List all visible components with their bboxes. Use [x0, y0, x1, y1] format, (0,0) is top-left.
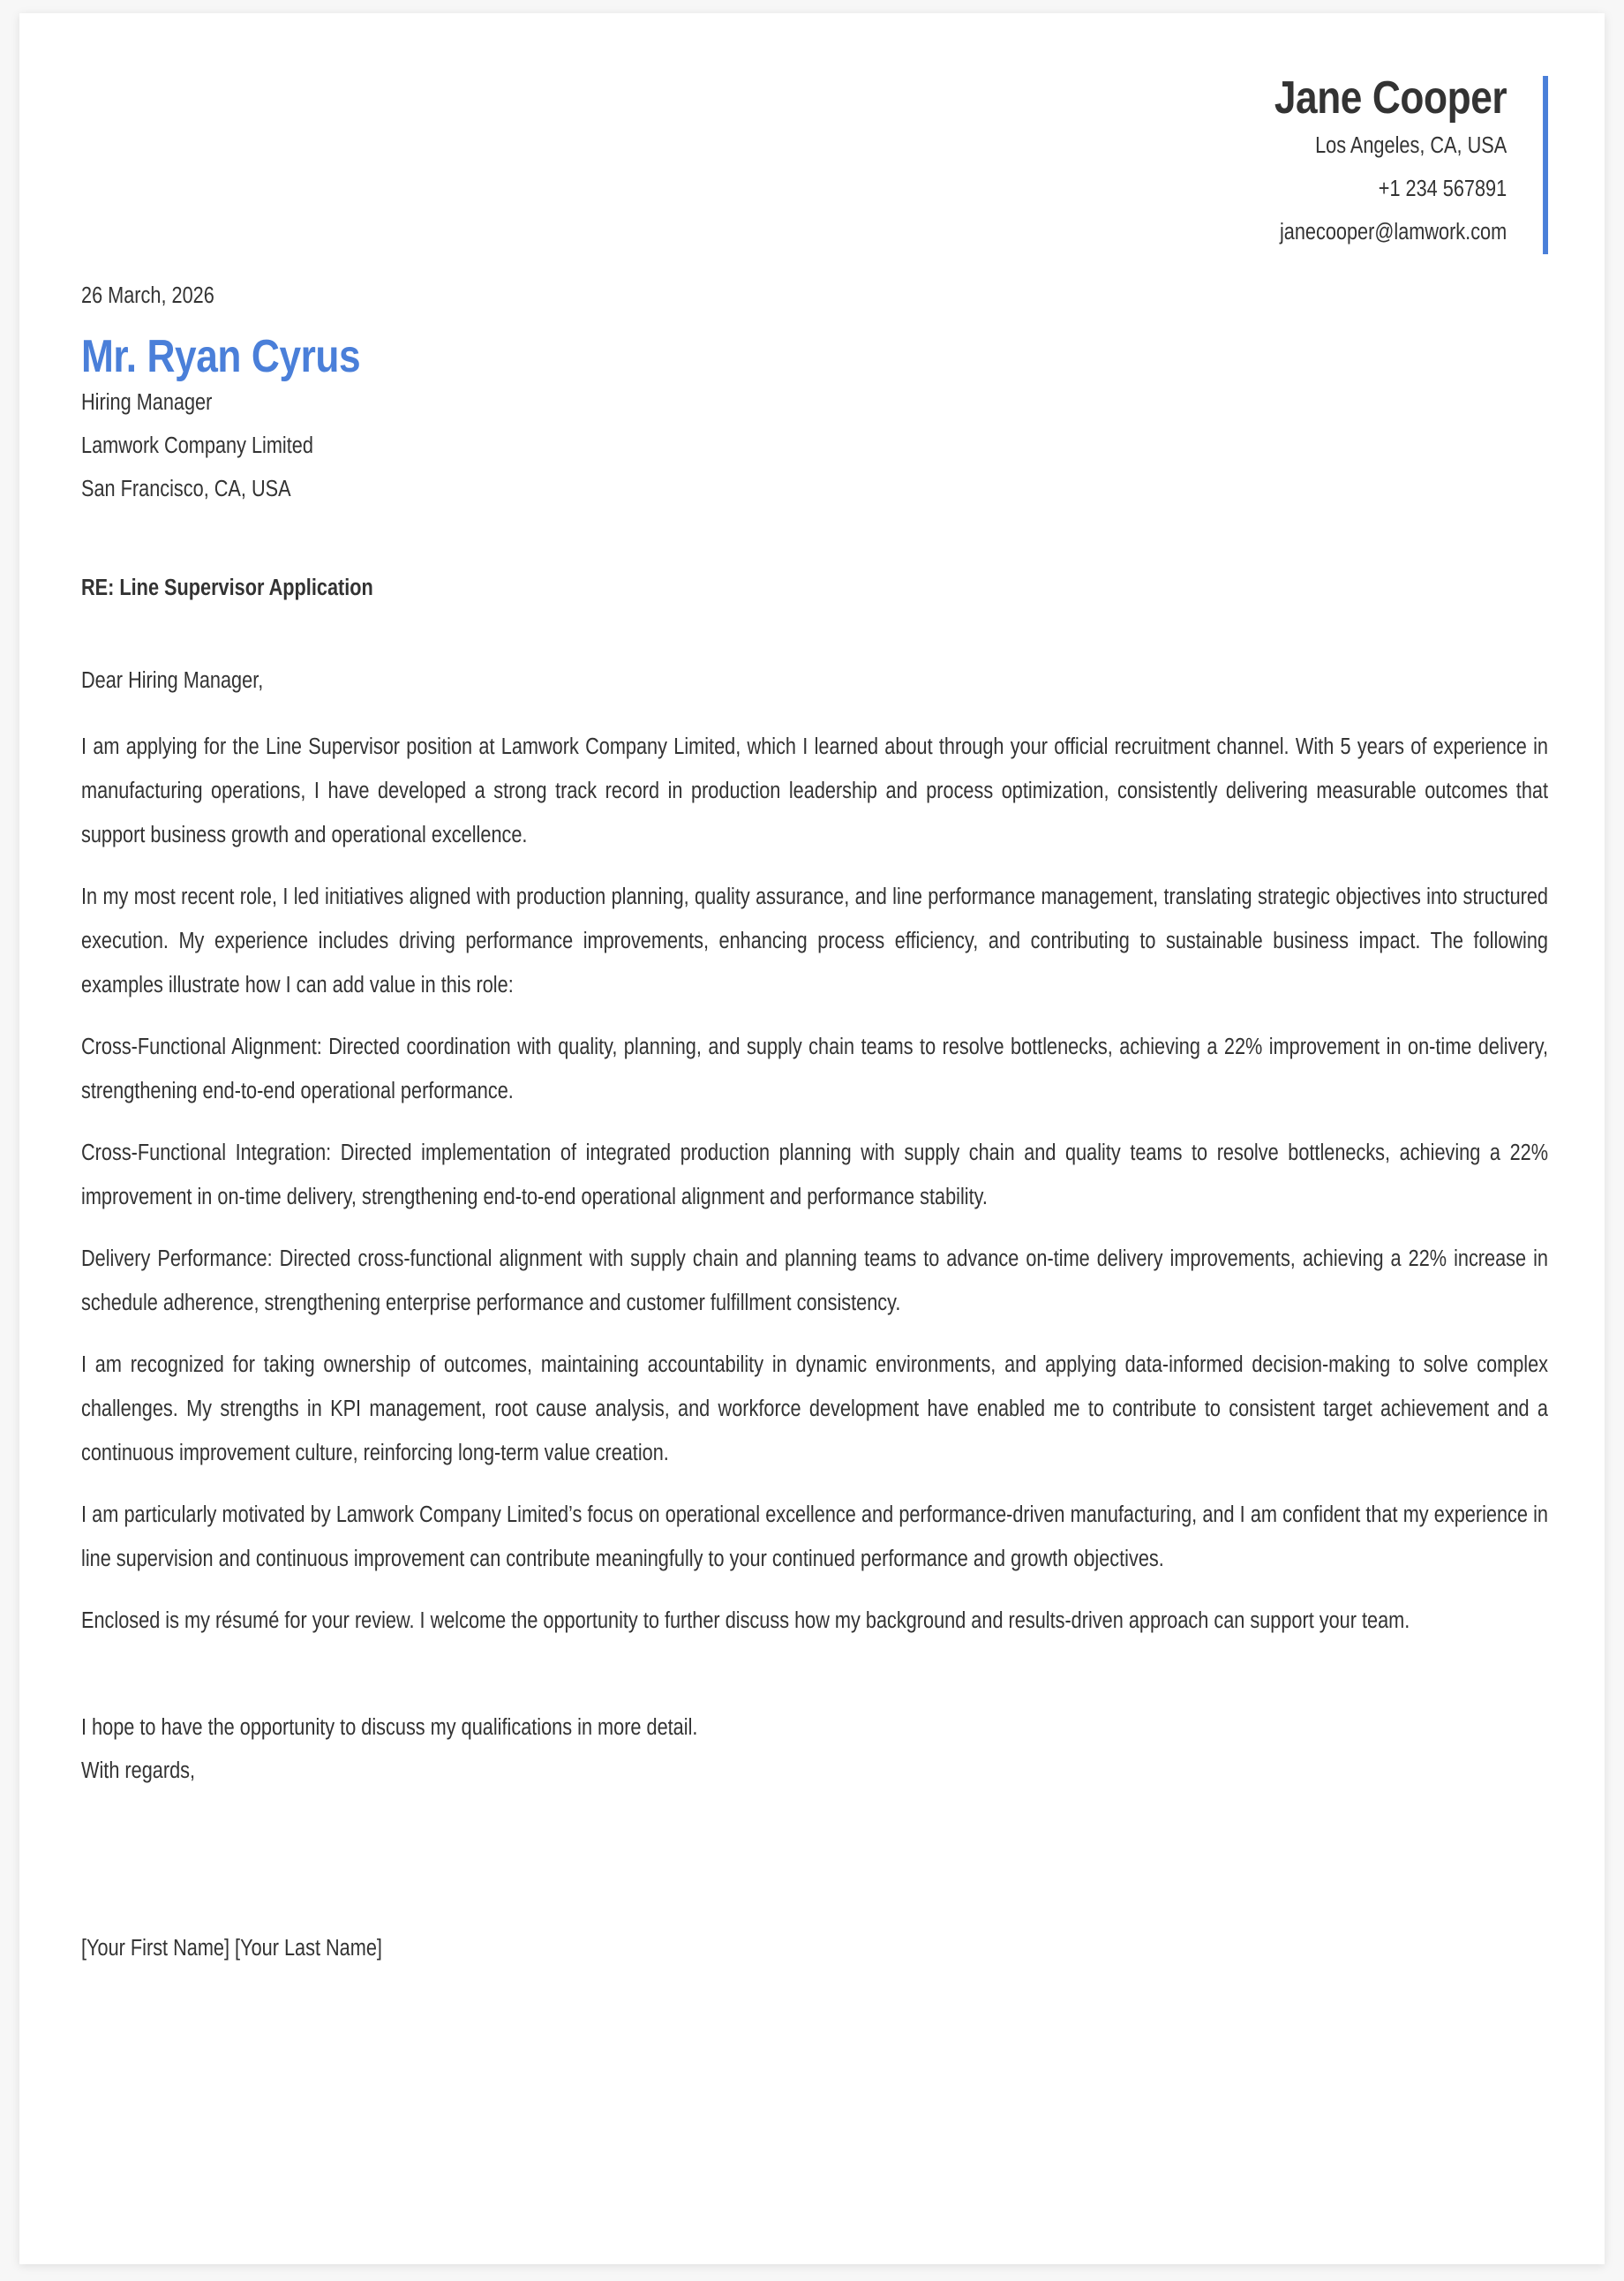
salutation: Dear Hiring Manager, — [81, 668, 264, 693]
recipient-name: Mr. Ryan Cyrus — [81, 331, 361, 382]
sender-header — [81, 72, 1548, 254]
sender-name: Jane Cooper — [1274, 72, 1507, 124]
recipient-company: Lamwork Company Limited — [81, 433, 313, 458]
body-paragraph: Delivery Performance: Directed cross-functional alignment with supply chain and planning teams to advance on-time delivery improvements, achieving a 22% increase in schedule adherence, strengthening enterprise performance and customer fulfillment consistency. — [81, 1246, 1549, 1315]
letter-content — [81, 0, 1548, 1970]
body-paragraph: I am applying for the Line Supervisor position at Lamwork Company Limited, which I learned about through your official recruitment channel. With 5 years of experience in manufacturing operations, I have developed a strong track record in production leadership and process optimization, consistently delivering measurable outcomes that support business growth and operational excellence. — [81, 734, 1549, 847]
recipient-location: San Francisco, CA, USA — [81, 477, 291, 501]
sender-contact — [81, 124, 1507, 254]
body-paragraph: I am particularly motivated by Lamwork Company Limited’s focus on operational excellence and performance-driven manufacturing, and I am confident that my experience in line supervision and continuous improvement can contribute meaningfully to your continued performance and growth objectives. — [81, 1502, 1549, 1571]
closing-line: I hope to have the opportunity to discuss my qualifications in more detail. — [81, 1715, 698, 1740]
recipient-title: Hiring Manager — [81, 390, 213, 415]
letter-date: 26 March, 2026 — [81, 283, 214, 308]
body-paragraph: In my most recent role, I led initiatives aligned with production planning, quality assurance, and line performance management, translating strategic objectives into structured execution. My experience includes driving performance improvements, enhancing process efficiency, and contributing to sustainable business impact. The following examples illustrate how I can add value in this role: — [81, 885, 1549, 997]
signoff: With regards, — [81, 1758, 196, 1783]
signature-name: [Your First Name] [Your Last Name] — [81, 1936, 382, 1961]
body-paragraph: Cross-Functional Integration: Directed implementation of integrated production planning with supply chain and quality teams to resolve bottlenecks, achieving a 22% improvement in on-time delivery, strengthening end-to-end operational alignment and performance stability. — [81, 1140, 1549, 1209]
sender-phone: +1 234 567891 — [1378, 177, 1507, 201]
sender-location: Los Angeles, CA, USA — [1315, 133, 1507, 158]
body-paragraph: Cross-Functional Alignment: Directed coordination with quality, planning, and supply chain teams to resolve bottlenecks, achieving a 22% improvement in on-time delivery, strengthening end-to-end operational performance. — [81, 1035, 1549, 1103]
body-paragraph: Enclosed is my résumé for your review. I welcome the opportunity to further discuss how my background and results-driven approach can support your team. — [81, 1608, 1410, 1633]
sender-email: janecooper@lamwork.com — [1279, 220, 1507, 245]
subject-line: RE: Line Supervisor Application — [81, 576, 373, 600]
body-paragraph: I am recognized for taking ownership of outcomes, maintaining accountability in dynamic environments, and applying data-informed decision-making to solve complex challenges. My strengths in KPI management, root cause analysis, and workforce development have enabled me to contribute to consistent target achievement and a continuous improvement culture, reinforcing long-term value creation. — [81, 1352, 1549, 1465]
